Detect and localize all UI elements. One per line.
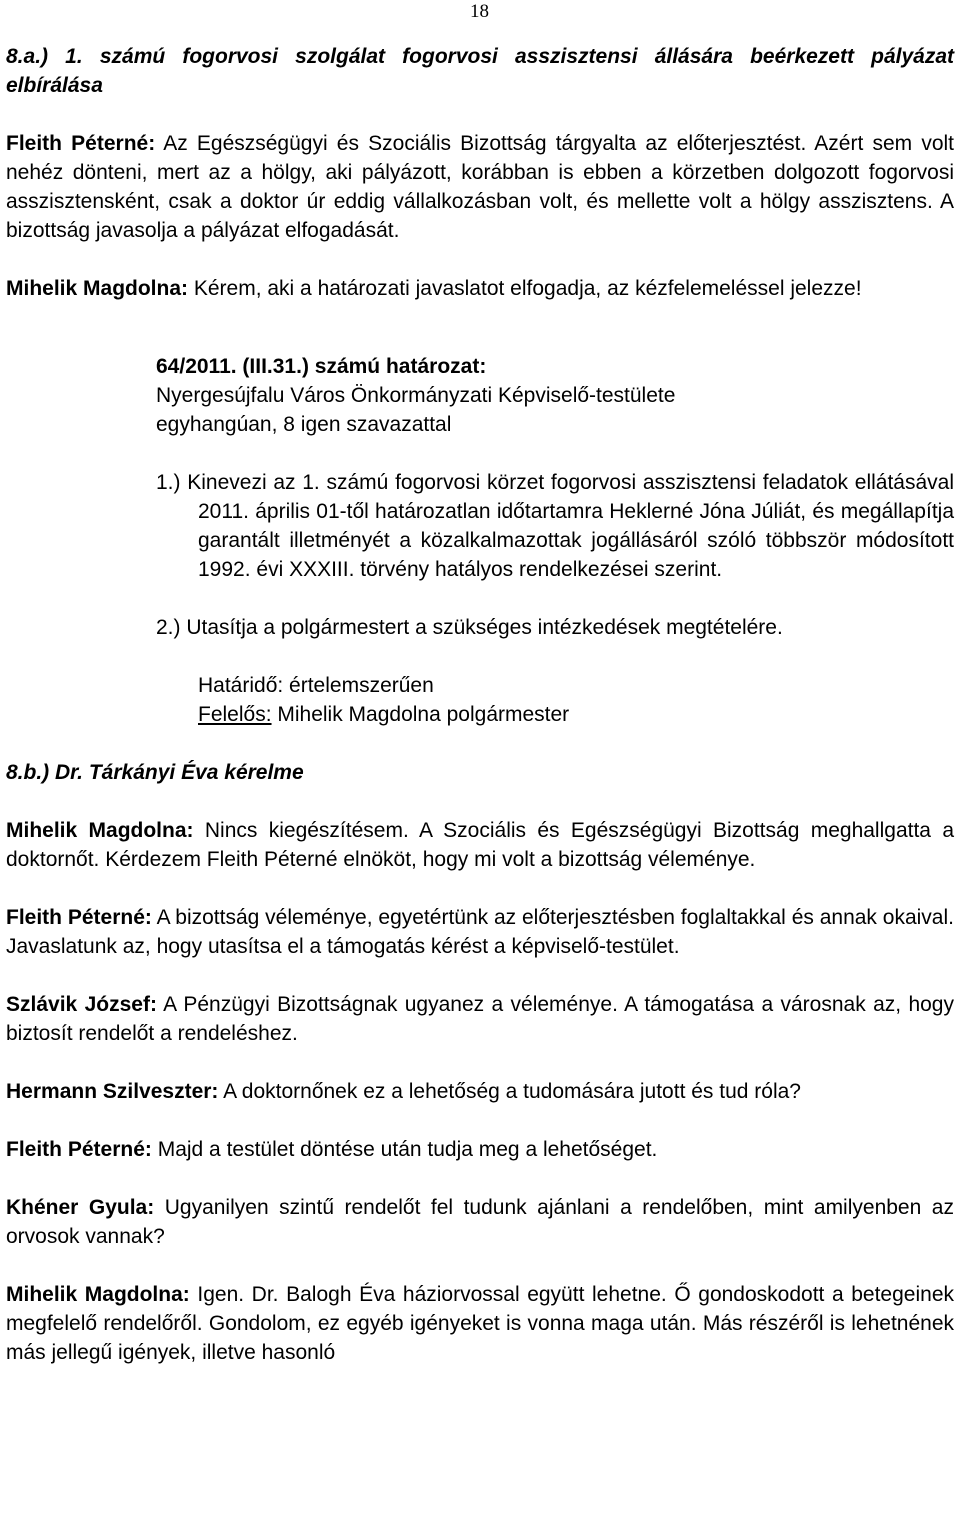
speaker-name: Mihelik Magdolna: — [6, 1283, 190, 1306]
responsible-name: Mihelik Magdolna polgármester — [271, 703, 570, 726]
speech-text: Kérem, aki a határozati javaslatot elfogadja, az kézfelemeléssel jelezze! — [188, 277, 862, 300]
responsible-label: Felelős: — [198, 703, 272, 726]
resolution-body: Nyergesújfalu Város Önkormányzati Képviselő-testülete — [156, 384, 676, 407]
speaker-name: Fleith Péterné: — [6, 132, 156, 155]
speech-text: Igen. Dr. Balogh Éva háziorvossal együtt lehetne. Ő gondoskodott a betegeinek megfelelő rendelőről. Gondolom, ez egyéb igényeket is vonna maga után. Más részéről is lehetnének más jellegű igények, illetve hasonló — [6, 1283, 954, 1364]
speaker-name: Hermann Szilveszter: — [6, 1080, 219, 1103]
speech-text: Az Egészségügyi és Szociális Bizottság tárgyalta az előterjesztést. Azért sem volt nehéz dönteni, mert az a hölgy, aki pályázott, korábban is ebben a körzetben dolgozott fogorvosi asszisztensként, csak a doktor úr eddig vállalkozásban volt, és mellette volt a hölgy asszisztens. A bizottság javasolja a pályázat elfogadását. — [6, 132, 954, 242]
speaker-name: Khéner Gyula: — [6, 1196, 155, 1219]
paragraph-b-0 — [6, 816, 954, 874]
speaker-name: Fleith Péterné: — [6, 906, 152, 929]
speech-text: A bizottság véleménye, egyetértünk az előterjesztésben foglaltakkal és annak okaival. Javaslatunk az, hogy utasítsa el a támogatás kérést a képviselő-testület. — [6, 906, 954, 958]
speaker-name: Fleith Péterné: — [6, 1138, 152, 1161]
resolution-item-1: 1.) Kinevezi az 1. számú fogorvosi körzet fogorvosi asszisztensi feladatok ellátásával 2011. április 01-től határozatlan időtartamra Heklerné Jóna Júliát, és megállapítja garantált illetményét a közalkalmazottak jogállásáról szóló többször módosított 1992. évi XXXIII. törvény hatályos rendelkezései szerint. — [156, 471, 954, 581]
resolution-deadline: Határidő: értelemszerűen — [198, 674, 434, 697]
paragraph-fleith-1 — [6, 129, 954, 245]
speech-text: Ugyanilyen szintű rendelőt fel tudunk ajánlani a rendelőben, mint amilyenben az orvosok vannak? — [6, 1196, 954, 1248]
paragraph-b-3 — [6, 1077, 954, 1106]
resolution-responsible — [198, 700, 954, 729]
page-number: 18 — [470, 1, 489, 22]
speaker-name: Mihelik Magdolna: — [6, 277, 189, 300]
speech-text: A Pénzügyi Bizottságnak ugyanez a véleménye. A támogatása a városnak az, hogy biztosít rendelőt a rendeléshez. — [6, 993, 954, 1045]
resolution-item-2: 2.) Utasítja a polgármestert a szükséges intézkedések megtételére. — [156, 616, 783, 639]
resolution-vote: egyhangúan, 8 igen szavazattal — [156, 413, 452, 436]
section-a-heading: 8.a.) 1. számú fogorvosi szolgálat fogorvosi asszisztensi állására beérkezett pályázat elbírálása — [6, 45, 954, 97]
paragraph-b-6 — [6, 1280, 954, 1367]
paragraph-b-2 — [6, 990, 954, 1048]
paragraph-mihelik-1 — [6, 274, 954, 303]
speaker-name: Mihelik Magdolna: — [6, 819, 194, 842]
speech-text: Majd a testület döntése után tudja meg a lehetőséget. — [151, 1138, 658, 1161]
paragraph-b-1 — [6, 903, 954, 961]
paragraph-b-5 — [6, 1193, 954, 1251]
paragraph-b-4 — [6, 1135, 954, 1164]
speech-text: Nincs kiegészítésem. A Szociális és Egészségügyi Bizottság meghallgatta a doktornőt. Kérdezem Fleith Péterné elnököt, hogy mi volt a bizottság véleménye. — [6, 819, 954, 871]
speech-text: A doktornőnek ez a lehetőség a tudomására jutott és tud róla? — [218, 1080, 801, 1103]
speaker-name: Szlávik József: — [6, 993, 157, 1016]
document-body — [6, 42, 954, 1367]
resolution-title: 64/2011. (III.31.) számú határozat: — [156, 355, 487, 378]
section-b-heading: 8.b.) Dr. Tárkányi Éva kérelme — [6, 761, 304, 784]
